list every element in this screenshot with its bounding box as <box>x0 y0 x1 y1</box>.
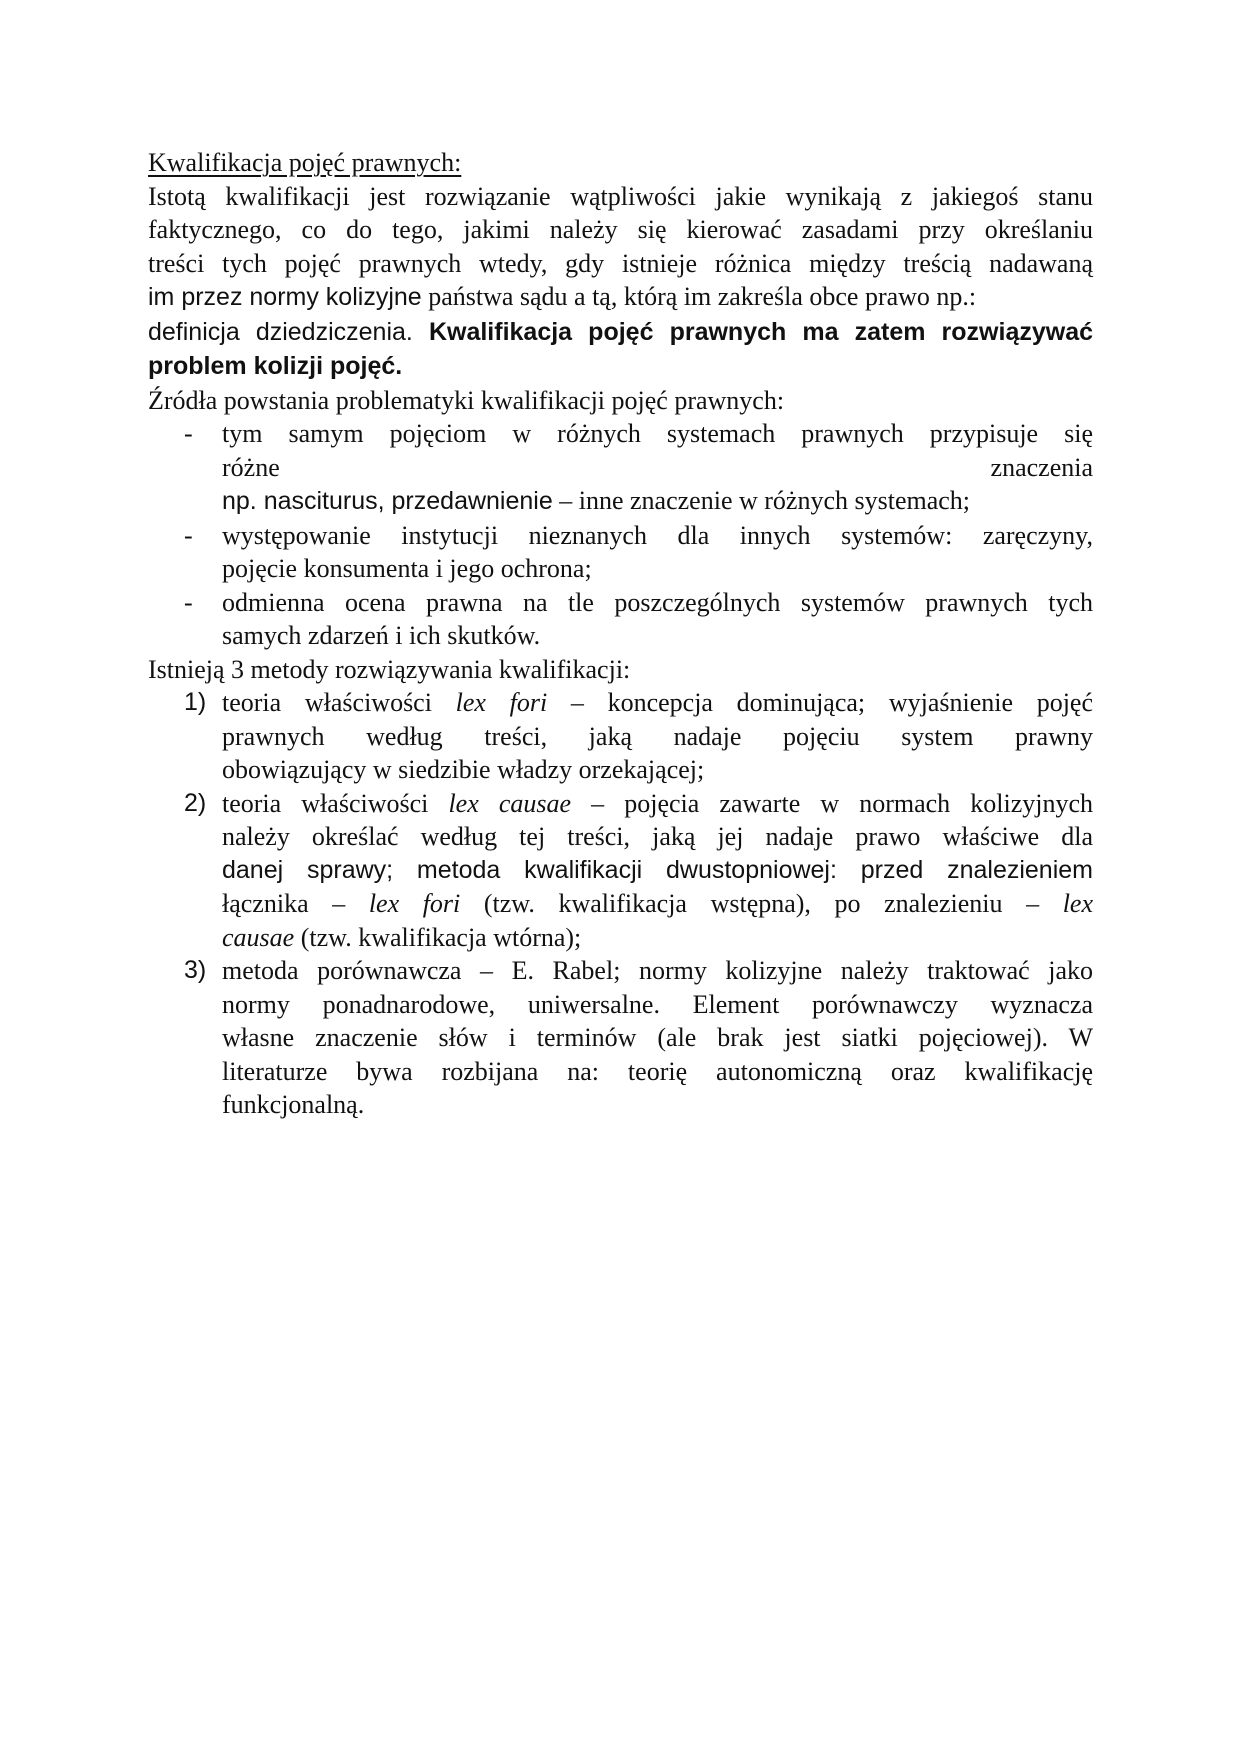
list-item-line: występowanie instytucji nieznanych dla innych systemów: zaręczyny, <box>222 520 1093 550</box>
numbered-item-line: funkcjonalną. <box>222 1090 365 1119</box>
bullet-dash: - <box>184 520 193 550</box>
numbered-item-line <box>222 686 1093 720</box>
list-item-sans-text: np. nasciturus, przedawnienie <box>222 487 553 515</box>
intro-bold-text: problem kolizji pojęć. <box>148 352 403 380</box>
list-item-text: różne <box>222 452 280 482</box>
numbered-item <box>148 787 1093 955</box>
numbered-item-text: teoria właściwości <box>222 688 456 717</box>
bullet-dash: - <box>184 587 193 617</box>
list-item-line <box>222 451 1093 485</box>
intro-paragraph <box>148 180 1093 384</box>
list-item-text: znaczenia <box>990 452 1093 482</box>
intro-sans-text: im przez normy kolizyjne <box>148 283 422 311</box>
list-item-text: – inne znaczenie w różnych systemach; <box>552 486 971 515</box>
intro-sans-text: definicja dziedziczenia. <box>148 317 413 346</box>
numbered-item-text: (tzw. kwalifikacja wtórna); <box>294 922 582 952</box>
numbered-item-line: obowiązujący w siedzibie władzy orzekającej; <box>222 755 705 784</box>
numbered-item-line: należy określać według tej treści, jaką jej nadaje prawo właściwe dla <box>222 822 1093 851</box>
intro-line: faktycznego, co do tego, jakimi należy się kierować zasadami przy określaniu <box>148 215 1093 244</box>
intro-line: treści tych pojęć prawnych wtedy, gdy istnieje różnica między treścią nadawaną <box>148 248 1093 278</box>
intro-line: Istotą kwalifikacji jest rozwiązanie wątpliwości jakie wynikają z jakiegoś stanu <box>148 181 1093 211</box>
numbered-item-line: normy ponadnarodowe, uniwersalne. Element porównawczy wyznacza <box>222 989 1093 1019</box>
italic-term: lex causae <box>448 788 572 818</box>
item-number: 3) <box>184 956 207 984</box>
numbered-item-line: danej sprawy; metoda kwalifikacji dwustopniowej: przed znalezieniem <box>222 855 1093 884</box>
numbered-item-text: – koncepcja dominująca; wyjaśnienie pojęć <box>547 688 1094 717</box>
list-item <box>148 586 1093 653</box>
intro-line <box>148 349 1093 384</box>
list-item-line <box>222 484 1093 519</box>
numbered-item-line <box>222 787 1093 821</box>
item-number: 2) <box>184 788 207 817</box>
italic-term: causae <box>222 922 295 952</box>
list-item-line: pojęcie konsumenta i jego ochrona; <box>222 554 592 583</box>
list-item <box>148 519 1093 586</box>
list-item-line: tym samym pojęciom w różnych systemach prawnych przypisuje się <box>222 419 1093 448</box>
intro-line <box>148 315 1093 350</box>
intro-line <box>148 280 1093 315</box>
item-number: 1) <box>184 688 207 716</box>
numbered-item-text: łącznika – <box>222 889 369 918</box>
intro-bold-text: Kwalifikacja pojęć prawnych ma zatem rozwiązywać <box>412 317 1094 346</box>
numbered-item-line <box>222 887 1093 921</box>
numbered-item-text: teoria właściwości <box>222 788 449 818</box>
list-item <box>148 417 1093 519</box>
italic-term: lex fori <box>368 889 461 918</box>
numbered-item-text: (tzw. kwalifikacja wstępna), po znalezieniu – <box>460 889 1063 918</box>
list-item-line: odmienna ocena prawna na tle poszczególnych systemów prawnych tych <box>222 587 1093 617</box>
italic-term: lex <box>1062 889 1093 918</box>
sources-heading: Źródła powstania problematyki kwalifikacji pojęć prawnych: <box>148 385 785 415</box>
document-title: Kwalifikacja pojęć prawnych: <box>148 148 462 177</box>
numbered-item-line: prawnych według treści, jaką nadaje pojęciu system prawny <box>222 721 1093 751</box>
intro-text: państwa sądu a tą, którą im zakreśla obce prawo np.: <box>421 282 977 311</box>
methods-heading: Istnieją 3 metody rozwiązywania kwalifikacji: <box>148 654 631 684</box>
italic-term: lex fori <box>455 688 548 717</box>
numbered-item-text: – pojęcia zawarte w normach kolizyjnych <box>571 788 1093 818</box>
numbered-item <box>148 686 1093 787</box>
numbered-item-line <box>222 921 1093 955</box>
numbered-item <box>148 954 1093 1122</box>
numbered-item-line: metoda porównawcza – E. Rabel; normy kolizyjne należy traktować jako <box>222 956 1093 985</box>
document-page <box>148 146 1093 1122</box>
numbered-item-line: literaturze bywa rozbijana na: teorię autonomiczną oraz kwalifikację <box>222 1056 1093 1086</box>
numbered-item-line: własne znaczenie słów i terminów (ale brak jest siatki pojęciowej). W <box>222 1023 1093 1052</box>
bullet-dash: - <box>184 419 193 448</box>
list-item-line: samych zdarzeń i ich skutków. <box>222 621 541 650</box>
